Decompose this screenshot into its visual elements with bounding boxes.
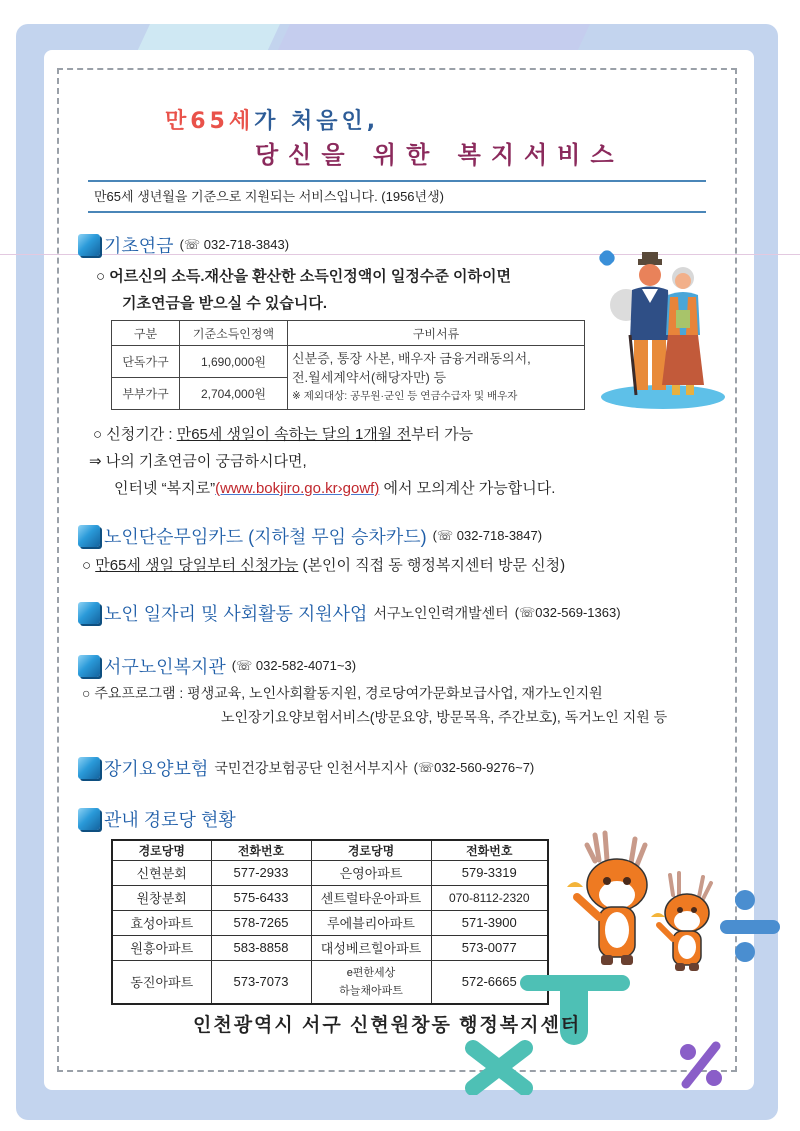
table-header: 전화번호: [211, 840, 311, 860]
pension-apply-period: [93, 423, 473, 444]
section-title: 노인 일자리 및 사회활동 지원사업: [104, 604, 368, 624]
phone-number: (☏ 032-718-3847): [432, 528, 543, 543]
documents-line: 전.월세계약서(해당자만) 등: [292, 370, 447, 385]
center-name: 은영아파트: [311, 860, 431, 885]
center-name: 신현분회: [112, 860, 211, 885]
household-type: 단독가구: [112, 346, 180, 378]
table-row: [112, 935, 548, 960]
title-highlight: 만65세: [165, 109, 255, 134]
center-name: 효성아파트: [112, 910, 211, 935]
section-basic-pension-header: [78, 232, 289, 258]
bokjiro-label: 인터넷 “복지로”: [114, 480, 216, 497]
center-phone: 583-8858: [211, 935, 311, 960]
footer-org-name: 인천광역시 서구 신현원창동 행정복지센터: [193, 1015, 582, 1036]
free-card-eligibility: 만65세 생일 당일부터 신청가능: [95, 557, 299, 574]
table-header: 경로당명: [311, 840, 431, 860]
section-title: 기초연금: [104, 236, 174, 256]
pension-desc-2: 기초연금을 받으실 수 있습니다.: [122, 295, 328, 312]
section-title: 장기요양보험: [104, 759, 209, 779]
income-amount: 2,704,000원: [180, 378, 288, 410]
income-amount: 1,690,000원: [180, 346, 288, 378]
divide-symbol-decoration: [720, 888, 780, 968]
table-header: 경로당명: [112, 840, 211, 860]
section-free-card-header: [78, 523, 542, 549]
organization-name: 국민건강보험공단 인천서부지사: [214, 760, 408, 776]
cube-bullet-icon: [78, 655, 100, 677]
pension-desc-1: ○ 어르신의 소득.재산을 환산한 소득인정액이 일정수준 이하이면: [96, 268, 511, 285]
pension-calc-line2: [114, 477, 555, 498]
table-header: 구분: [112, 321, 180, 346]
section-title: 관내 경로당 현황: [104, 810, 236, 830]
table-header: 전화번호: [431, 840, 548, 860]
page-title-line1: [165, 104, 379, 135]
phone-number: (☏ 032-582-4071~3): [231, 658, 357, 673]
table-row: [112, 346, 585, 378]
calc-suffix: 에서 모의계산 가능합니다.: [379, 480, 556, 497]
center-name: 동진아파트: [112, 960, 211, 1004]
section-welfare-center-header: [78, 653, 356, 679]
documents-line: 신분증, 통장 사본, 배우자 금융거래동의서,: [292, 351, 531, 366]
section-title: 노인단순무임카드 (지하철 무임 승차카드): [104, 527, 427, 547]
welfare-programs-line1: [82, 683, 603, 703]
bullet: ○: [82, 557, 96, 574]
bokjiro-link[interactable]: (www.bokjiro.go.kr›gowf): [215, 480, 380, 497]
table-header: 기준소득인정액: [180, 321, 288, 346]
table-row: [112, 910, 548, 935]
section-title: 서구노인복지관: [104, 657, 226, 677]
organization-name: 서구노인인력개발센터: [373, 605, 509, 621]
center-phone: 572-6665: [431, 960, 548, 1004]
pension-calc-line1: ⇒ 나의 기초연금이 궁금하시다면,: [89, 453, 307, 470]
cube-bullet-icon: [78, 234, 100, 256]
welfare-programs-line2: 노인장기요양보험서비스(방문요양, 방문목욕, 주간보호), 독거노인 지원 등: [221, 709, 668, 725]
apply-period: 만65세 생일이 속하는 달의 1개월 전: [176, 426, 411, 443]
cube-bullet-icon: [78, 525, 100, 547]
center-name: 센트럴타운아파트: [311, 885, 431, 910]
center-phone: 578-7265: [211, 910, 311, 935]
exclusion-note: ※ 제외대상: 공무원·군인 등 연금수급자 및 배우자: [292, 390, 518, 402]
table-row: [112, 885, 548, 910]
center-name-line: 하늘채아파트: [339, 984, 403, 997]
free-card-desc: [82, 554, 565, 575]
center-name-line: e편한세상: [346, 966, 396, 979]
center-phone: 579-3319: [431, 860, 548, 885]
cube-bullet-icon: [78, 602, 100, 624]
pension-table: [111, 320, 585, 410]
center-name: 원창분회: [112, 885, 211, 910]
section-jobs-header: [78, 600, 621, 626]
table-header: 구비서류: [288, 321, 585, 346]
deer-mascot-illustration: [565, 825, 725, 985]
programs-label: ○ 주요프로그램 :: [82, 685, 188, 701]
free-card-method: (본인이 직접 동 행정복지센터 방문 신청): [298, 557, 566, 574]
household-type: 부부가구: [112, 378, 180, 410]
elderly-couple-illustration: [588, 245, 738, 415]
center-name: 대성베르힐아파트: [311, 935, 431, 960]
phone-number: (☏032-560-9276~7): [413, 760, 535, 775]
center-phone: 571-3900: [431, 910, 548, 935]
center-phone: 070-8112-2320: [431, 885, 548, 910]
table-row: [112, 960, 548, 1004]
table-row: [112, 860, 548, 885]
cube-bullet-icon: [78, 808, 100, 830]
center-phone: 575-6433: [211, 885, 311, 910]
center-name: 원흥아파트: [112, 935, 211, 960]
center-phone: 573-7073: [211, 960, 311, 1004]
intro-banner: 만65세 생년월을 기준으로 지원되는 서비스입니다. (1956년생): [88, 180, 706, 213]
programs-list: 평생교육, 노인사회활동지원, 경로당여가문화보급사업, 재가노인지원: [187, 685, 603, 701]
center-phone: 573-0077: [431, 935, 548, 960]
phone-number: (☏032-569-1363): [514, 605, 621, 620]
title-rest: 가 처음인,: [254, 109, 380, 134]
multiply-symbol-decoration: [465, 1040, 535, 1095]
required-documents: [288, 346, 585, 410]
percent-symbol-decoration: [676, 1040, 726, 1090]
cube-bullet-icon: [78, 757, 100, 779]
apply-label: ○ 신청기간 :: [93, 426, 177, 443]
section-senior-centers-header: [78, 806, 236, 832]
page-title-line2: 당신을 위한 복지서비스: [255, 141, 624, 169]
center-name: [311, 960, 431, 1004]
phone-number: (☏ 032-718-3843): [179, 237, 290, 252]
senior-centers-table: [111, 839, 549, 1005]
center-phone: 577-2933: [211, 860, 311, 885]
section-ltc-header: [78, 755, 534, 781]
apply-suffix: 부터 가능: [410, 426, 474, 443]
center-name: 루에블리아파트: [311, 910, 431, 935]
